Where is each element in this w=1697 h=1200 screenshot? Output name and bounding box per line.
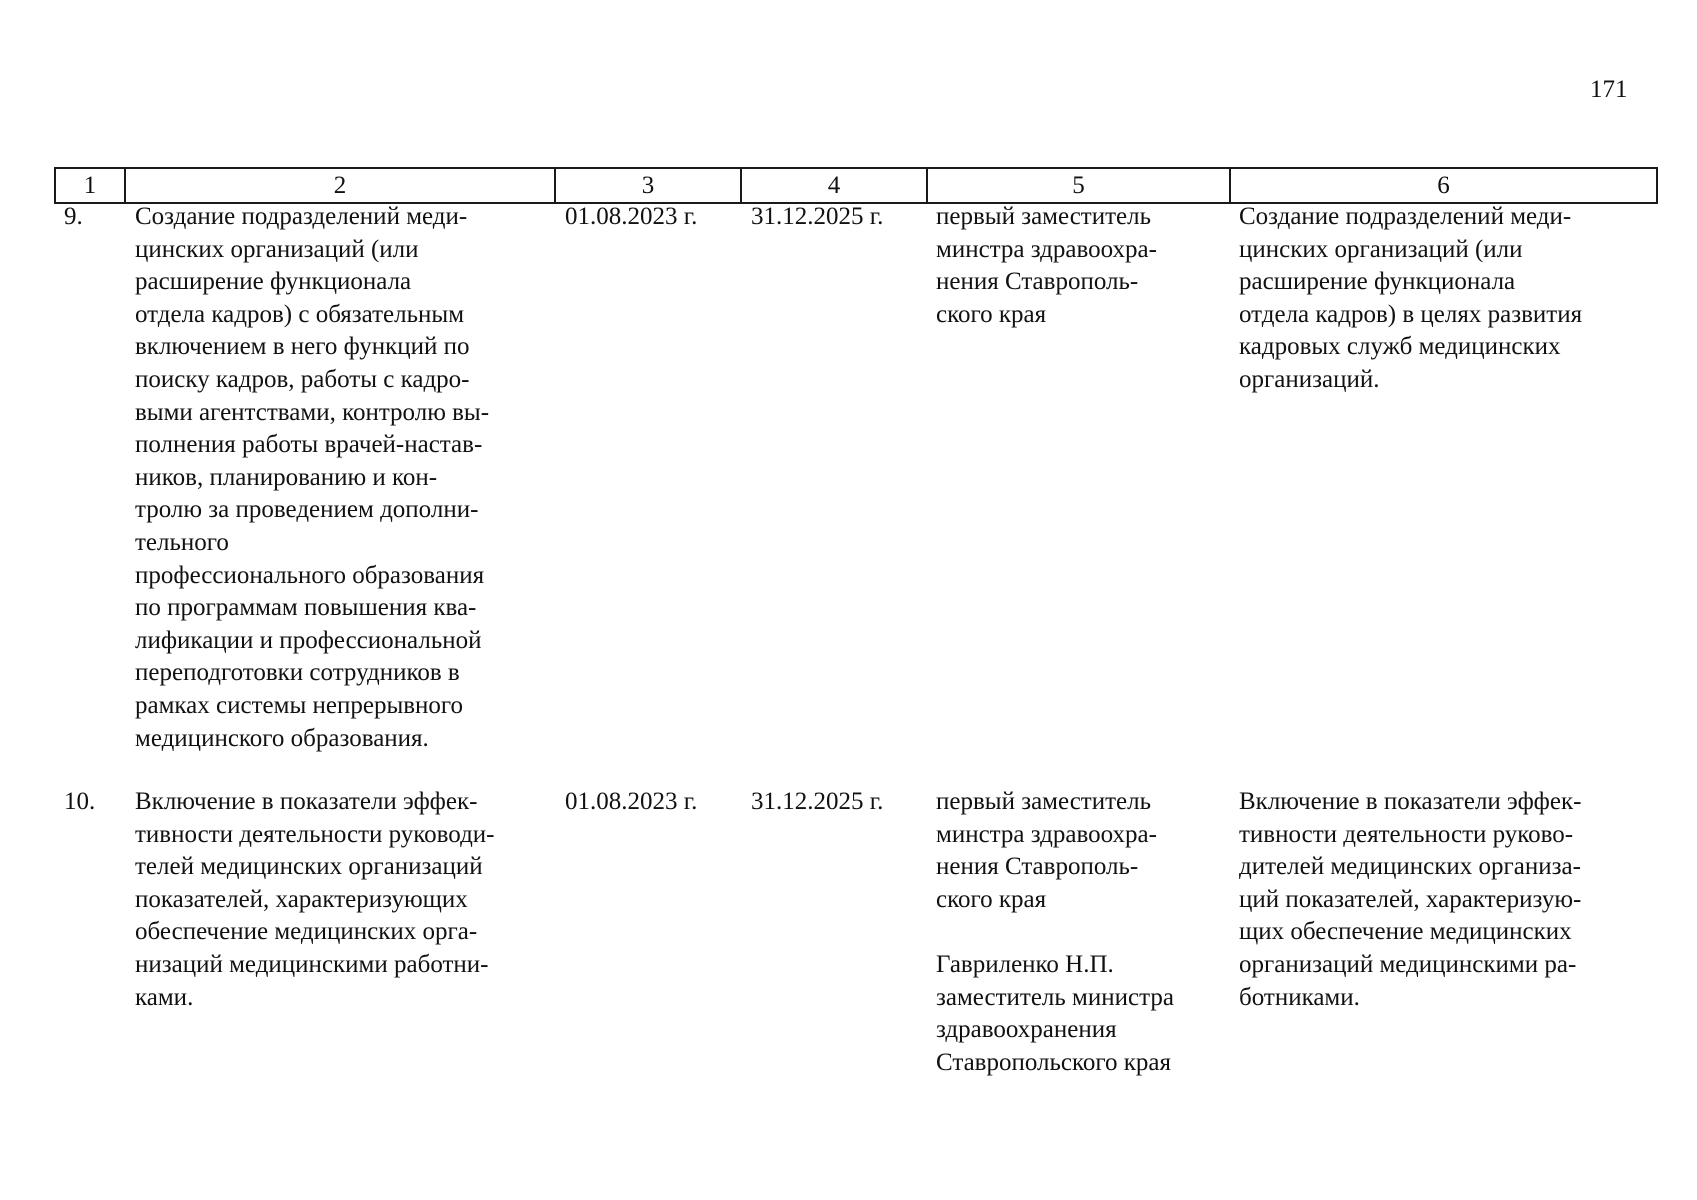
end-date-cell: 31.12.2025 г. xyxy=(751,203,884,230)
end-date-cell: 31.12.2025 г. xyxy=(751,788,884,815)
row-number: 10. xyxy=(64,788,96,815)
result-cell: Включение в показатели эффек- тивности деятельности руково- дителей медицинских организа- ций показателей, характеризую- щих обеспечение медицинских организаций медицинскими ра- ботниками. xyxy=(1239,788,1582,1011)
activity-cell: Создание подразделений меди- цинских организаций (или расширение функционала отдела кадров) с обязательным включением в него функций по поиску кадров, работы с кадро- выми агентствами, контролю вы- полнения работы врачей-настав- ников, планированию и кон- тролю за проведением дополни- тельного профессионального образования по программам повышения ква- лификации и профессиональной переподготовки сотрудников в рамках системы непрерывного медицинского образования. xyxy=(135,203,490,752)
column-header-3: 3 xyxy=(556,169,742,202)
responsible-cell: первый заместитель минстра здравоохра- нения Ставрополь- ского края xyxy=(936,203,1157,328)
activity-cell: Включение в показатели эффек- тивности деятельности руководи- телей медицинских организаций показателей, характеризующих обеспечение медицинских орга- низаций медицинскими работни- ками. xyxy=(135,788,495,1011)
page-number: 171 xyxy=(1590,76,1628,103)
column-header-5: 5 xyxy=(928,169,1231,202)
row-number: 9. xyxy=(64,203,83,230)
table-header-row xyxy=(54,167,1658,204)
column-header-1: 1 xyxy=(56,169,126,202)
start-date-cell: 01.08.2023 г. xyxy=(565,788,698,815)
column-header-6: 6 xyxy=(1437,172,1450,199)
column-header-2: 2 xyxy=(126,169,556,202)
column-header-4: 4 xyxy=(742,169,928,202)
result-cell: Создание подразделений меди- цинских организаций (или расширение функционала отдела кадров) в целях развития кадровых служб медицинских организаций. xyxy=(1239,203,1583,393)
start-date-cell: 01.08.2023 г. xyxy=(565,203,698,230)
responsible-cell: первый заместитель минстра здравоохра- нения Ставрополь- ского края Гавриленко Н.П. заместитель министра здравоохранения Ставропольского края xyxy=(936,788,1174,1076)
